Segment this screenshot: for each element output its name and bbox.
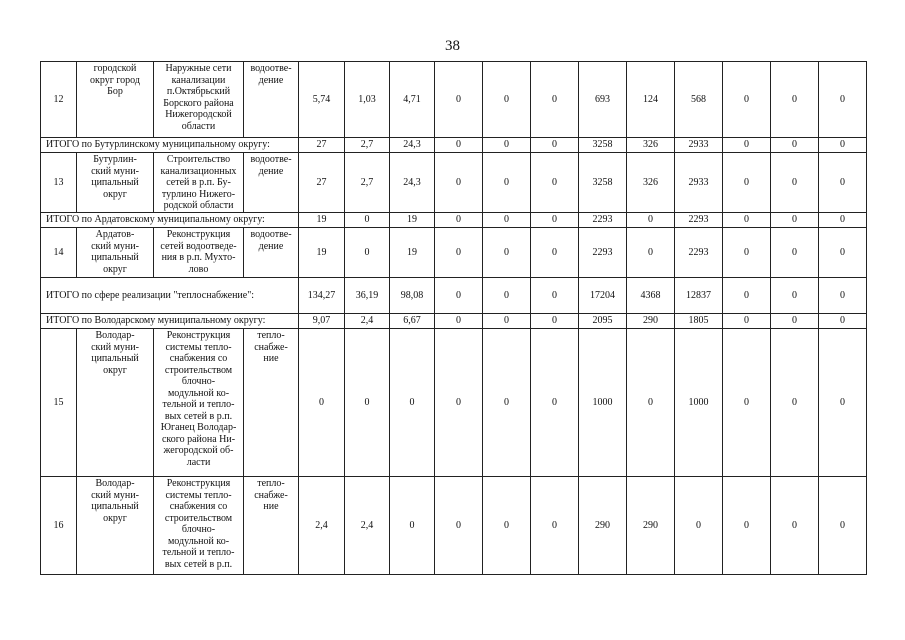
value-cell: 0: [771, 329, 819, 477]
value-cell: 0: [819, 62, 867, 138]
activity-cell: тепло- снабже- ние: [244, 477, 299, 575]
value-cell: 0: [435, 314, 483, 329]
value-cell: 1000: [675, 329, 723, 477]
row-number-cell: 15: [41, 329, 77, 477]
value-cell: 0: [531, 477, 579, 575]
value-cell: 5,74: [299, 62, 345, 138]
value-cell: 2293: [579, 228, 627, 278]
value-cell: 4368: [627, 278, 675, 314]
value-cell: 0: [723, 153, 771, 213]
value-cell: 6,67: [390, 314, 435, 329]
total-row: [41, 314, 867, 329]
value-cell: 0: [435, 213, 483, 228]
value-cell: 0: [345, 228, 390, 278]
value-cell: 0: [771, 228, 819, 278]
value-cell: 0: [435, 278, 483, 314]
value-cell: 1,03: [345, 62, 390, 138]
district-cell: Ардатов- ский муни- ципальный округ: [77, 228, 154, 278]
data-table: [40, 61, 867, 575]
value-cell: 0: [483, 138, 531, 153]
project-cell: Реконструкция сетей водоотведе- ния в р.п. Мухто- лово: [154, 228, 244, 278]
activity-cell: тепло- снабже- ние: [244, 329, 299, 477]
value-cell: 0: [723, 314, 771, 329]
value-cell: 0: [531, 62, 579, 138]
project-cell: Реконструкция системы тепло- снабжения со строительством блочно- модульной ко- тельной и тепло- вых сетей в р.п.: [154, 477, 244, 575]
value-cell: 24,3: [390, 153, 435, 213]
value-cell: 0: [483, 213, 531, 228]
district-cell: Бутурлин- ский муни- ципальный округ: [77, 153, 154, 213]
value-cell: 2933: [675, 138, 723, 153]
value-cell: 0: [531, 228, 579, 278]
value-cell: 124: [627, 62, 675, 138]
row-number-cell: 12: [41, 62, 77, 138]
value-cell: 0: [723, 477, 771, 575]
total-row: [41, 213, 867, 228]
value-cell: 0: [531, 278, 579, 314]
activity-cell: водоотве- дение: [244, 228, 299, 278]
value-cell: 0: [627, 329, 675, 477]
value-cell: 0: [483, 314, 531, 329]
total-label-cell: ИТОГО по сфере реализации "теплоснабжение":: [41, 278, 299, 314]
value-cell: 326: [627, 138, 675, 153]
total-label-cell: ИТОГО по Ардатовскому муниципальному округу:: [41, 213, 299, 228]
value-cell: 4,71: [390, 62, 435, 138]
value-cell: 290: [627, 314, 675, 329]
value-cell: 2293: [675, 213, 723, 228]
value-cell: 0: [531, 329, 579, 477]
value-cell: 0: [723, 138, 771, 153]
value-cell: 24,3: [390, 138, 435, 153]
value-cell: 0: [771, 213, 819, 228]
value-cell: 0: [435, 62, 483, 138]
district-cell: городской округ город Бор: [77, 62, 154, 138]
value-cell: 0: [435, 153, 483, 213]
value-cell: 17204: [579, 278, 627, 314]
value-cell: 0: [483, 278, 531, 314]
row-number-cell: 14: [41, 228, 77, 278]
district-cell: Володар- ский муни- ципальный округ: [77, 329, 154, 477]
value-cell: 0: [345, 213, 390, 228]
project-cell: Реконструкция системы тепло- снабжения со строительством блочно- модульной ко- тельной и тепло- вых сетей в р.п. Юганец Володар- ского района Ни- жегородской об- ласти: [154, 329, 244, 477]
page-number: 38: [445, 38, 460, 54]
value-cell: 0: [819, 314, 867, 329]
value-cell: 0: [819, 228, 867, 278]
value-cell: 0: [771, 153, 819, 213]
value-cell: 27: [299, 153, 345, 213]
value-cell: 3258: [579, 138, 627, 153]
value-cell: 0: [627, 228, 675, 278]
table-row: [41, 477, 867, 575]
value-cell: 290: [627, 477, 675, 575]
value-cell: 1000: [579, 329, 627, 477]
table-row: [41, 62, 867, 138]
value-cell: 0: [531, 213, 579, 228]
value-cell: 0: [299, 329, 345, 477]
value-cell: 0: [819, 329, 867, 477]
row-number-cell: 16: [41, 477, 77, 575]
value-cell: 0: [819, 153, 867, 213]
total-label-cell: ИТОГО по Бутурлинскому муниципальному округу:: [41, 138, 299, 153]
value-cell: 1805: [675, 314, 723, 329]
value-cell: 0: [483, 329, 531, 477]
value-cell: 2,4: [299, 477, 345, 575]
row-number-cell: 13: [41, 153, 77, 213]
value-cell: 0: [675, 477, 723, 575]
value-cell: 0: [723, 228, 771, 278]
activity-cell: водоотве- дение: [244, 62, 299, 138]
value-cell: 0: [435, 329, 483, 477]
value-cell: 0: [531, 314, 579, 329]
value-cell: 2,4: [345, 314, 390, 329]
value-cell: 0: [819, 138, 867, 153]
value-cell: 0: [531, 138, 579, 153]
value-cell: 2,4: [345, 477, 390, 575]
value-cell: 326: [627, 153, 675, 213]
project-cell: Наружные сети канализации п.Октябрьский Борского района Нижегородской области: [154, 62, 244, 138]
value-cell: 134,27: [299, 278, 345, 314]
value-cell: 568: [675, 62, 723, 138]
value-cell: 0: [483, 228, 531, 278]
value-cell: 0: [435, 477, 483, 575]
value-cell: 2,7: [345, 153, 390, 213]
table-row: [41, 228, 867, 278]
value-cell: 0: [771, 477, 819, 575]
value-cell: 36,19: [345, 278, 390, 314]
district-cell: Володар- ский муни- ципальный округ: [77, 477, 154, 575]
total-row: [41, 278, 867, 314]
value-cell: 0: [771, 278, 819, 314]
value-cell: 0: [819, 213, 867, 228]
value-cell: 290: [579, 477, 627, 575]
value-cell: 2293: [675, 228, 723, 278]
value-cell: 19: [390, 213, 435, 228]
value-cell: 0: [723, 213, 771, 228]
value-cell: 0: [771, 138, 819, 153]
total-row: [41, 138, 867, 153]
value-cell: 0: [819, 477, 867, 575]
value-cell: 0: [531, 153, 579, 213]
total-label-cell: ИТОГО по Володарскому муниципальному округу:: [41, 314, 299, 329]
table-row: [41, 329, 867, 477]
table-row: [41, 153, 867, 213]
project-cell: Строительство канализационных сетей в р.п. Бу- турлино Нижего- родской области: [154, 153, 244, 213]
activity-cell: водоотве- дение: [244, 153, 299, 213]
value-cell: 0: [483, 62, 531, 138]
value-cell: 19: [299, 213, 345, 228]
value-cell: 693: [579, 62, 627, 138]
value-cell: 2095: [579, 314, 627, 329]
value-cell: 2293: [579, 213, 627, 228]
value-cell: 2933: [675, 153, 723, 213]
value-cell: 0: [627, 213, 675, 228]
value-cell: 0: [723, 278, 771, 314]
value-cell: 0: [435, 138, 483, 153]
value-cell: 19: [390, 228, 435, 278]
value-cell: 0: [819, 278, 867, 314]
value-cell: 12837: [675, 278, 723, 314]
value-cell: 27: [299, 138, 345, 153]
value-cell: 0: [483, 477, 531, 575]
value-cell: 0: [390, 329, 435, 477]
value-cell: 3258: [579, 153, 627, 213]
value-cell: 0: [723, 329, 771, 477]
value-cell: 0: [771, 62, 819, 138]
value-cell: 19: [299, 228, 345, 278]
value-cell: 0: [771, 314, 819, 329]
value-cell: 9,07: [299, 314, 345, 329]
value-cell: 98,08: [390, 278, 435, 314]
value-cell: 0: [390, 477, 435, 575]
value-cell: 0: [483, 153, 531, 213]
value-cell: 0: [723, 62, 771, 138]
value-cell: 0: [345, 329, 390, 477]
value-cell: 0: [435, 228, 483, 278]
value-cell: 2,7: [345, 138, 390, 153]
